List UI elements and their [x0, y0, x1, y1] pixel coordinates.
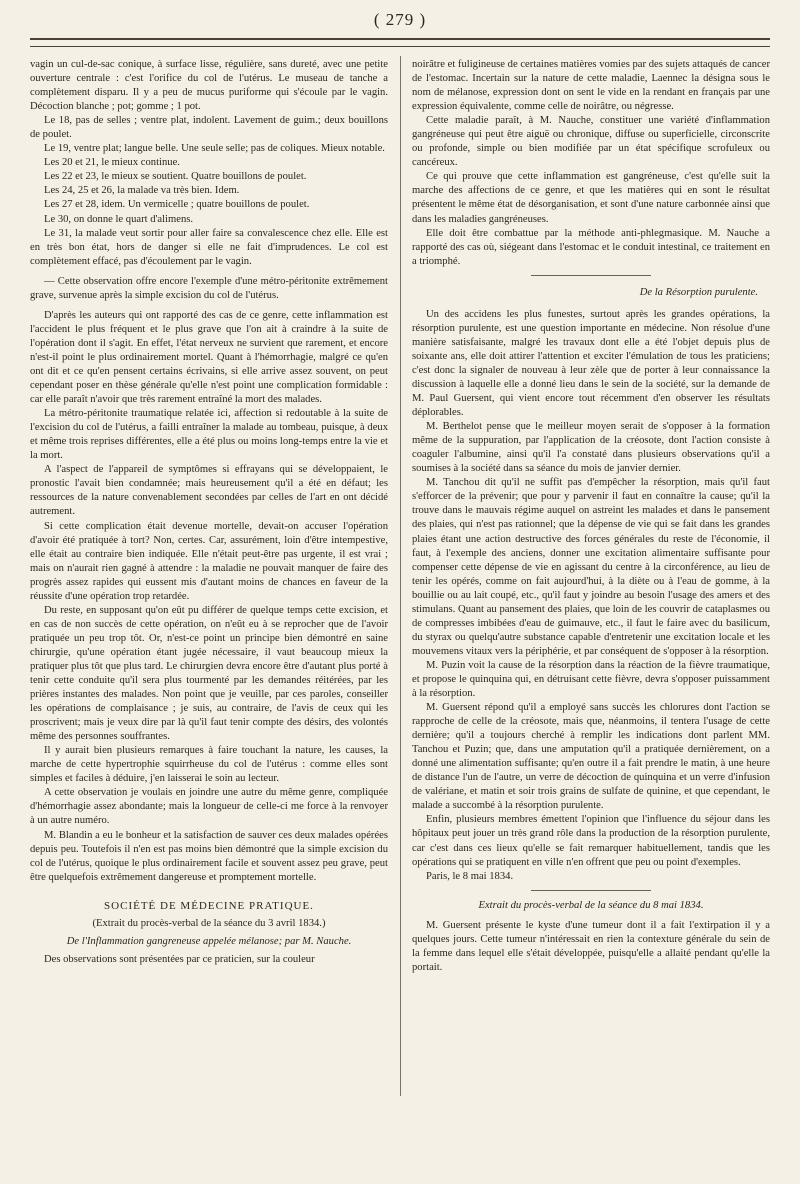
- extract-title: Extrait du procès-verbal de la séance du 8 mai 1834.: [478, 899, 704, 911]
- separator-rule: [531, 890, 651, 891]
- paragraph: Du reste, en supposant qu'on eût pu différer de quelque temps cette excision, et en cas de non succès de cette opération, on n'eût eu à se reprocher que de l'avoir pratiquée un peu trop tôt. Or, n'est-ce point un principe bien démontré en saine chirurgie, qu'une opération étant jugée nécessaire, il vaut beaucoup mieux la pratiquer plus tôt que plus tard. Le chirurgien devra encore être d'autant plus porté à tenir cette conduite qu'il sera plus tourmenté par les demandes réitérées, par les prières instantes des malades. Non point que je veuille, par ces paroles, conseiller les opérations de complaisance ; je suis, au contraire, de l'avis de ceux qui les proscrivent; mais je veux dire par là qu'il faut tenir compte des désirs, des volontés même des personnes souffrantes.: [30, 604, 388, 743]
- signature-line: Paris, le 8 mai 1834.: [426, 870, 514, 882]
- article-title: De l'Inflammation gangreneuse appelée mélanose; par M. Nauche.: [66, 935, 352, 947]
- section-title: SOCIÉTÉ DE MÉDECINE PRATIQUE.: [104, 899, 314, 912]
- paragraph: Cette maladie paraît, à M. Nauche, constituer une variété d'inflammation gangréneuse qui peut être aiguë ou chronique, diffuse ou superficielle, circonscrite ou profonde, simple ou bien modifiée par un état spécifique scrofuleux ou cancéreux.: [412, 115, 770, 169]
- paragraph: Ce qui prouve que cette inflammation est gangréneuse, c'est qu'elle suit la marche des affections de ce genre, et que les matières qui en sont le résultat présentent le même état de désorganisation, et sont d'une nature carbonnée ainsi que dans les maladies gangréneuses.: [412, 171, 770, 225]
- column-divider: [400, 56, 401, 1096]
- paragraph: Des observations sont présentées par ce praticien, sur la couleur: [44, 953, 315, 965]
- paragraph: Les 20 et 21, le mieux continue.: [44, 157, 180, 169]
- paragraph: Le 19, ventre plat; langue belle. Une seule selle; pas de coliques. Mieux notable.: [44, 143, 385, 155]
- article-title: De la Résorption purulente.: [639, 286, 758, 298]
- paragraph: M. Blandin a eu le bonheur et la satisfaction de sauver ces deux malades opérées depuis peu. Toutefois il n'en est pas moins bien démontré que la simple excision du col de l'utérus, quoique le plus ordinairement facile et souvent assez peu grave, peut être quelquefois extrêmement dangereuse et promptement mortelle.: [30, 829, 388, 883]
- paragraph: Enfin, plusieurs membres émettent l'opinion que l'influence du séjour dans les hôpitaux peut jouer un très grand rôle dans la production de la résorption purulente, car c'est dans ces lieux qu'elle se fait remarquer habituellement, tandis que les opérations qui se pratiquent en ville n'en offrent que peu ou point d'exemples.: [412, 814, 770, 868]
- paragraph: vagin un cul-de-sac conique, à surface lisse, régulière, sans dureté, avec une petite ouverture centrale : c'est l'orifice du col de l'utérus. Le museau de tanche a complètement disparu. Il y a peu de mucus puriforme qui s'écoule par le vagin. Décoction blanche ; pot; gomme ; 1 pot.: [30, 59, 388, 113]
- paragraph: — Cette observation offre encore l'exemple d'une métro-péritonite extrêmement grave, survenue après la simple excision du col de l'utérus.: [30, 275, 388, 301]
- paragraph: M. Guersent présente le kyste d'une tumeur dont il a fait l'extirpation il y a quelques jours. Cette tumeur n'intéressait en rien la contexture générale du sein de la femme dans lequel elle s'était développée, puisqu'elle a allaité pendant qu'elle la portait.: [412, 919, 770, 973]
- paragraph: Elle doit être combattue par la méthode anti-phlegmasique. M. Nauche a rapporté des cas où, siégeant dans l'estomac et le conduit intestinal, ce traitement en a triomphé.: [412, 227, 770, 267]
- paragraph: M. Guersent répond qu'il a employé sans succès les chlorures dont l'action se rapproche de celle de la créosote, mais que, néanmoins, il tentera l'usage de cette dernière; qu'il a toujours cherché à remplir les indications dont parlent MM. Tanchou et Puzin; que, dans une amputation qu'il a pratiquée dernièrement, on a donné une alimentation suffisante; qu'en outre il a fait prendre le matin, à une heure de distance l'un de l'autre, un verre de décoction de quinquina et un verre d'infusion de valériane, et matin et soir trois grains de sulfate de quinine, et que cependant, le malade a succombé à la résorption purulente.: [412, 702, 770, 812]
- paragraph: La métro-péritonite traumatique relatée ici, affection si redoutable à la suite de l'excision du col de l'utérus, a failli entraîner la malade au tombeau, puisque, à deux et même trois reprises différentes, elle a été plus ou moins long-temps entre la vie et la mort.: [30, 408, 388, 462]
- page-number: ( 279 ): [373, 10, 427, 29]
- section-extract: (Extrait du procès-verbal de la séance du 3 avril 1834.): [92, 917, 326, 929]
- separator-rule: [531, 275, 651, 276]
- right-column: [412, 58, 770, 1178]
- paragraph: Le 30, on donne le quart d'alimens.: [44, 213, 194, 225]
- paragraph: M. Puzin voit la cause de la résorption dans la réaction de la fièvre traumatique, et propose le quinquina qui, en détruisant cette fièvre, devra s'opposer puissamment à la résorption.: [412, 659, 770, 700]
- paragraph: noirâtre et fuligineuse de certaines matières vomies par des sujets attaqués de cancer de l'estomac. Incertain sur la nature de cette maladie, Laennec la désigna sous le nom de mélanose, expression dont on sent le vide en la rendant en français par une expression équivalente, comme celle de noirâtre, ou négresse.: [412, 59, 770, 113]
- paragraph: M. Berthelot pense que le meilleur moyen serait de s'opposer à la formation même de la suppuration, par l'application de la créosote, dont l'action consiste à coaguler l'albumine, ainsi qu'il l'a constaté dans plusieurs observations qu'il a soumises à la société dans sa séance du mois de janvier dernier.: [412, 421, 770, 475]
- paragraph: Les 24, 25 et 26, la malade va très bien. Idem.: [44, 185, 240, 197]
- paragraph: Le 31, la malade veut sortir pour aller faire sa convalescence chez elle. Elle est en très bon état, hors de danger si elle ne fait d'imprudences. Le col est complètement effacé, pas d'écoulement par le vagin.: [30, 227, 388, 267]
- paragraph: D'après les auteurs qui ont rapporté des cas de ce genre, cette inflammation est l'accident le plus fréquent et le plus grave que l'on ait à craindre à la suite de l'opération dont il s'agit. En effet, l'état nerveux ne survient que rarement, et encore n'est-il point le plus ordinairement mortel. Quant à l'hémorrhagie, malgré ce qu'en ont dit et ce qu'en pensent certains écrivains, si elle arrive assez souvent, on peut cependant poser en thèse générale qu'elle n'est point une complication formidable : car elle paraît n'avoir que très rarement entraîné la mort des malades.: [30, 309, 388, 406]
- paragraph: Si cette complication était devenue mortelle, devait-on accuser l'opération d'avoir été pratiquée à tort? Non, certes. Car, assurément, loin d'être intempestive, elle était au contraire bien indiquée. Elle n'était peut-être pas urgente, il est vrai ; mais on n'aurait rien gagné à attendre : la maladie ne pouvait manquer de faire des progrès assez rapides qui eussent mis d'autant moins de chances en faveur de la réussite d'une opération trop retardée.: [30, 520, 388, 602]
- paragraph: A l'aspect de l'appareil de symptômes si effrayans qui se développaient, le pronostic l'avait bien condamnée; mais heureusement qu'il a été en défaut; les ressources de la nature convenablement secondées par celles de l'art en ont décidé autrement.: [30, 464, 388, 518]
- paragraph: Les 22 et 23, le mieux se soutient. Quatre bouillons de poulet.: [44, 171, 307, 183]
- header-rule: [30, 38, 770, 47]
- paragraph: Les 27 et 28, idem. Un vermicelle ; quatre bouillons de poulet.: [44, 199, 310, 211]
- paragraph: Il y aurait bien plusieurs remarques à faire touchant la nature, les causes, la marche de cette hypertrophie squirrheuse du col de l'utérus : comme elles sont simples et faciles à déduire, j'en laisserai le soin au lecteur.: [30, 745, 388, 785]
- paragraph: A cette observation je voulais en joindre une autre du même genre, compliquée d'hémorrhagie assez abondante; mais la longueur de celle-ci me force à la renvoyer à un autre numéro.: [30, 787, 388, 827]
- paragraph: Un des accidens les plus funestes, surtout après les grandes opérations, la résorption purulente, est une question importante en médecine. Non résolue d'une manière satisfaisante, malgré les travaux dont elle a été l'objet depuis plus de soixante ans, elle doit attirer l'attention et exciter l'émulation de tous les praticiens; c'est donc la signaler de nouveau à leur zèle que de porter à leur connaissance la discussion à laquelle elle a donné lieu dans le sein de la société, sur la demande de M. Paul Guersent, qui vient encore tout récemment d'en observer les résultats déplorables.: [412, 308, 770, 419]
- paragraph: M. Tanchou dit qu'il ne suffit pas d'empêcher la résorption, mais qu'il faut s'efforcer de la prévenir; que pour y parvenir il faut en connaître la cause; qu'il la trouve dans le mauvais régime auquel on astreint les malades et dans le pansement des plaies, qui n'est pas rationnel; que la dépense de vie qui se fait dans les grandes plaies étant une action destructive des forces générales du reste de l'économie, il faut, à l'exemple des anciens, donner une excitation alimentaire suffisante pour compenser cette dépense de vie en agissant du centre à la circonférence, au lieu de tenir les opérés, comme on fait aujourd'hui, à la diète ou à l'eau de gomme, à la bouillie ou au lait coupé, etc., qu'il faut y joindre au besoin l'usage des amers et des stimulans. Quant au pansement des plaies, que loin de les couvrir de cataplasmes ou de compresses imbibées d'eau de guimauve, etc., il faut le faire avec du basilicum, du styrax ou quelqu'autre substance capable d'entretenir une excitation locale et les mouvemens vitaux vers la périphérie, et par conséquent de s'opposer à la résorption.: [412, 477, 770, 657]
- left-column: [30, 58, 388, 1178]
- paragraph: Le 18, pas de selles ; ventre plat, indolent. Lavement de guim.; deux bouillons de poulet.: [30, 115, 388, 141]
